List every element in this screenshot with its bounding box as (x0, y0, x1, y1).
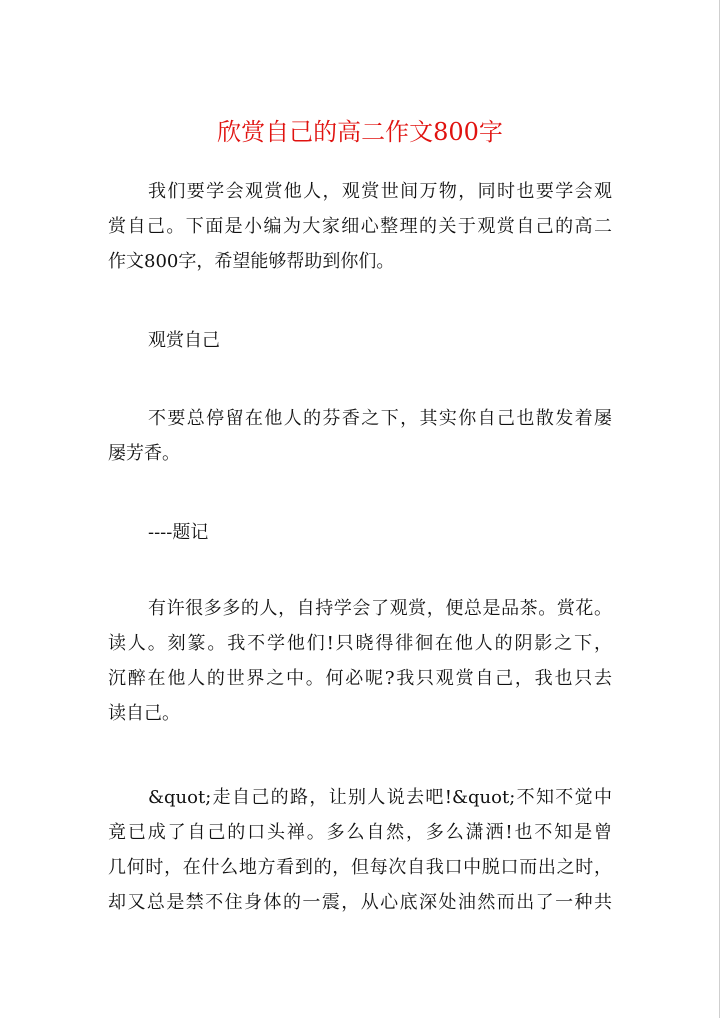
text-line: ----题记 (148, 522, 209, 543)
text-line: 作文800字，希望能够帮助到你们。 (108, 251, 395, 272)
text-line: 有许很多多的人，自持学会了观赏，便总是品茶。赏花。 (148, 598, 612, 619)
paragraph-body-2 (108, 780, 612, 920)
paragraph-intro (108, 174, 612, 279)
text-line: 我们要学会观赏他人，观赏世间万物，同时也要学会观 (148, 181, 612, 202)
text-line: &quot;走自己的路，让别人说去吧!&quot;不知不觉中 (148, 787, 612, 808)
paragraph-subtitle (108, 323, 612, 358)
text-line: 观赏自己 (148, 330, 220, 351)
text-line: 读人。刻篆。我不学他们!只晓得徘徊在他人的阴影之下， (108, 633, 612, 654)
text-line: 沉醉在他人的世界之中。何必呢?我只观赏自己，我也只去 (108, 668, 612, 689)
paragraph-epigraph-attribution (108, 515, 612, 550)
text-line: 竟已成了自己的口头禅。多么自然，多么潇洒!也不知是曾 (108, 822, 612, 843)
text-line: 几何时，在什么地方看到的，但每次自我口中脱口而出之时， (108, 857, 612, 878)
paragraph-epigraph (108, 401, 612, 471)
document-title: 欣赏自己的高二作文800字 (217, 118, 503, 146)
text-line: 不要总停留在他人的芬香之下，其实你自己也散发着屡 (148, 408, 612, 429)
paragraph-body-1 (108, 591, 612, 731)
text-line: 屡芳香。 (108, 443, 180, 464)
text-line: 却又总是禁不住身体的一震，从心底深处油然而出了一种共 (108, 892, 612, 913)
text-line: 读自己。 (108, 703, 180, 724)
text-line: 赏自己。下面是小编为大家细心整理的关于观赏自己的高二 (108, 216, 612, 237)
